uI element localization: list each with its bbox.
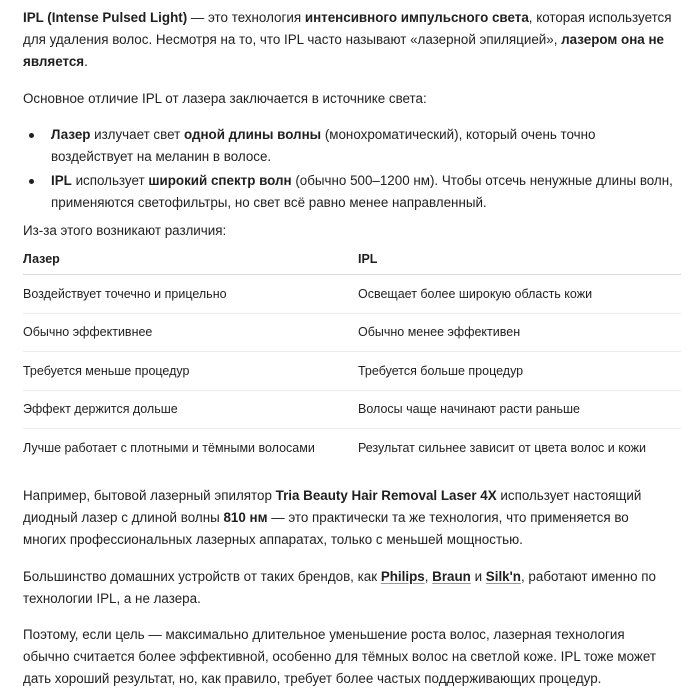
table-cell: Обычно менее эффективен [358, 313, 681, 352]
intro-paragraph: IPL (Intense Pulsed Light) — это технология интенсивного импульсного света, которая используется для удаления волос. Несмотря на то, что IPL часто называют «лазерной эпиляцией», лазером она не является. [23, 10, 672, 69]
differences-intro: Из-за этого возникают различия: [23, 223, 227, 238]
product-name: Tria Beauty Hair Removal Laser 4X [275, 488, 497, 503]
table-row [23, 390, 681, 429]
comparison-table [23, 244, 681, 467]
table-cell: Результат сильнее зависит от цвета волос и кожи [358, 440, 646, 455]
column-header-laser: Лазер [23, 244, 358, 275]
main-difference-paragraph: Основное отличие IPL от лазера заключается в источнике света: [23, 91, 427, 106]
list-item-laser: Лазер излучает свет одной длины волны (монохроматический), который очень точно воздействует на меланин в волосе. [23, 124, 673, 168]
table-cell: Волосы чаще начинают расти раньше [358, 390, 681, 429]
table-cell: Воздействует точечно и прицельно [23, 275, 358, 314]
table-row [23, 313, 681, 352]
brand-link-braun[interactable]: Braun [432, 569, 471, 584]
table-cell: Освещает более широкую область кожи [358, 275, 681, 314]
table-cell: Лучше работает с плотными и тёмными волосами [23, 440, 315, 455]
table-row [23, 275, 681, 314]
brand-link-silkn[interactable]: Silk'n [485, 569, 521, 584]
table-cell: Эффект держится дольше [23, 390, 358, 429]
brand-link-philips[interactable]: Philips [380, 569, 425, 584]
brands-paragraph: Большинство домашних устройств от таких брендов, как Philips, Braun и Silk'n, работают именно по технологии IPL, а не лазера. [23, 569, 656, 606]
ipl-term: IPL (Intense Pulsed Light) [23, 10, 188, 25]
column-header-ipl: IPL [358, 244, 681, 275]
conclusion-paragraph: Поэтому, если цель — максимально длительное уменьшение роста волос, лазерная технология обычно считается более эффективной, особенно для тёмных волос на светлой коже. IPL тоже может дать хороший результат, но, как правило, требует более частых поддерживающих процедур. [23, 627, 656, 686]
light-source-list [23, 124, 673, 216]
wavelength-value: 810 нм [223, 510, 268, 525]
bullet-icon [29, 133, 34, 138]
bullet-icon [29, 179, 34, 184]
table-cell: Обычно эффективнее [23, 313, 358, 352]
table-cell: Требуется больше процедур [358, 352, 681, 391]
example-paragraph: Например, бытовой лазерный эпилятор Tria Beauty Hair Removal Laser 4X использует настоящий диодный лазер с длиной волны 810 нм — это практически та же технология, что применяется во многих профессиональных лазерных аппаратах, только с меньшей мощностью. [23, 488, 642, 547]
table-row [23, 429, 681, 467]
list-item-ipl: IPL использует широкий спектр волн (обычно 500–1200 нм). Чтобы отсечь ненужные длины волн, применяются светофильтры, но свет всё равно менее направленный. [23, 170, 673, 214]
table-header-row [23, 244, 681, 275]
table-row [23, 352, 681, 391]
table-cell: Требуется меньше процедур [23, 352, 358, 391]
